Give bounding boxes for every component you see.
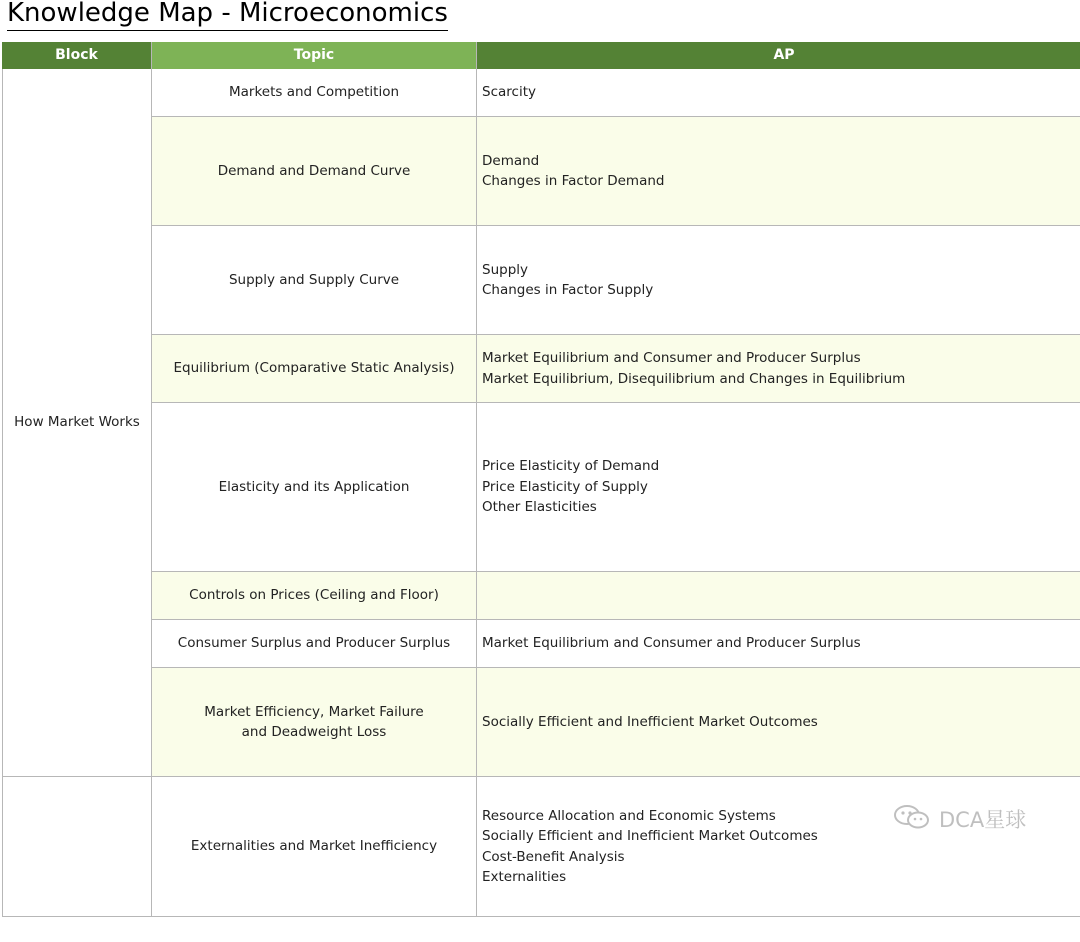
cell-line: Price Elasticity of Demand — [482, 458, 660, 475]
cell-line: Demand and Demand Curve — [217, 162, 411, 179]
cell-line: Controls on Prices (Ceiling and Floor) — [189, 587, 439, 604]
wechat-icon — [893, 804, 933, 835]
cell-line: Consumer Surplus and Producer Surplus — [177, 635, 451, 652]
ap-cell — [477, 403, 1080, 572]
topic-cell — [152, 69, 477, 117]
cell-line: Market Efficiency, Market Failure — [204, 703, 424, 720]
ap-cell — [477, 69, 1080, 117]
topic-cell — [152, 226, 477, 335]
page-title: Knowledge Map - Microeconomics — [7, 0, 448, 31]
topic-cell — [152, 620, 477, 668]
cell-line: Market Equilibrium and Consumer and Producer Surplus — [482, 635, 861, 652]
watermark-text: DCA星球 — [939, 808, 1027, 832]
block-cell: How Market Works — [2, 69, 152, 777]
topic-cell — [152, 335, 477, 403]
cell-line: Elasticity and its Application — [218, 478, 410, 495]
cell-line: Markets and Competition — [228, 84, 400, 101]
cell-line: Price Elasticity of Supply — [482, 478, 648, 495]
topic-cell — [152, 403, 477, 572]
cell-line: Resource Allocation and Economic Systems — [482, 807, 776, 824]
cell-line: Other Elasticities — [482, 499, 597, 516]
cell-line: Socially Efficient and Inefficient Market Outcomes — [482, 713, 818, 730]
cell-line: Scarcity — [482, 84, 536, 101]
ap-cell — [477, 620, 1080, 668]
ap-cell — [477, 226, 1080, 335]
header-ap: AP — [477, 42, 1080, 69]
watermark — [893, 804, 1026, 834]
ap-cell — [477, 777, 1080, 917]
cell-line: Externalities and Market Inefficiency — [190, 838, 438, 855]
ap-cell — [477, 117, 1080, 226]
cell-line: Changes in Factor Demand — [482, 173, 665, 189]
cell-line: Cost-Benefit Analysis — [482, 848, 625, 865]
header-block: Block — [2, 42, 152, 69]
cell-line: Market Equilibrium, Disequilibrium and Changes in Equilibrium — [482, 370, 906, 387]
cell-line: Externalities — [482, 869, 567, 885]
topic-cell — [152, 117, 477, 226]
cell-line: Socially Efficient and Inefficient Market Outcomes — [482, 828, 818, 844]
ap-cell — [477, 572, 1080, 620]
cell-line: and Deadweight Loss — [241, 724, 387, 740]
ap-cell — [477, 335, 1080, 403]
cell-line: Equilibrium (Comparative Static Analysis) — [173, 360, 455, 377]
ap-cell — [477, 668, 1080, 777]
cell-line: Demand — [482, 152, 540, 169]
topic-cell — [152, 668, 477, 777]
topic-cell — [152, 572, 477, 620]
cell-line: Supply — [482, 261, 529, 278]
block-cell — [2, 777, 152, 917]
cell-line: Market Equilibrium and Consumer and Producer Surplus — [482, 350, 861, 366]
topic-cell — [152, 777, 477, 917]
cell-line: Changes in Factor Supply — [482, 282, 654, 298]
cell-line: Supply and Supply Curve — [228, 271, 400, 288]
header-topic: Topic — [152, 42, 477, 69]
